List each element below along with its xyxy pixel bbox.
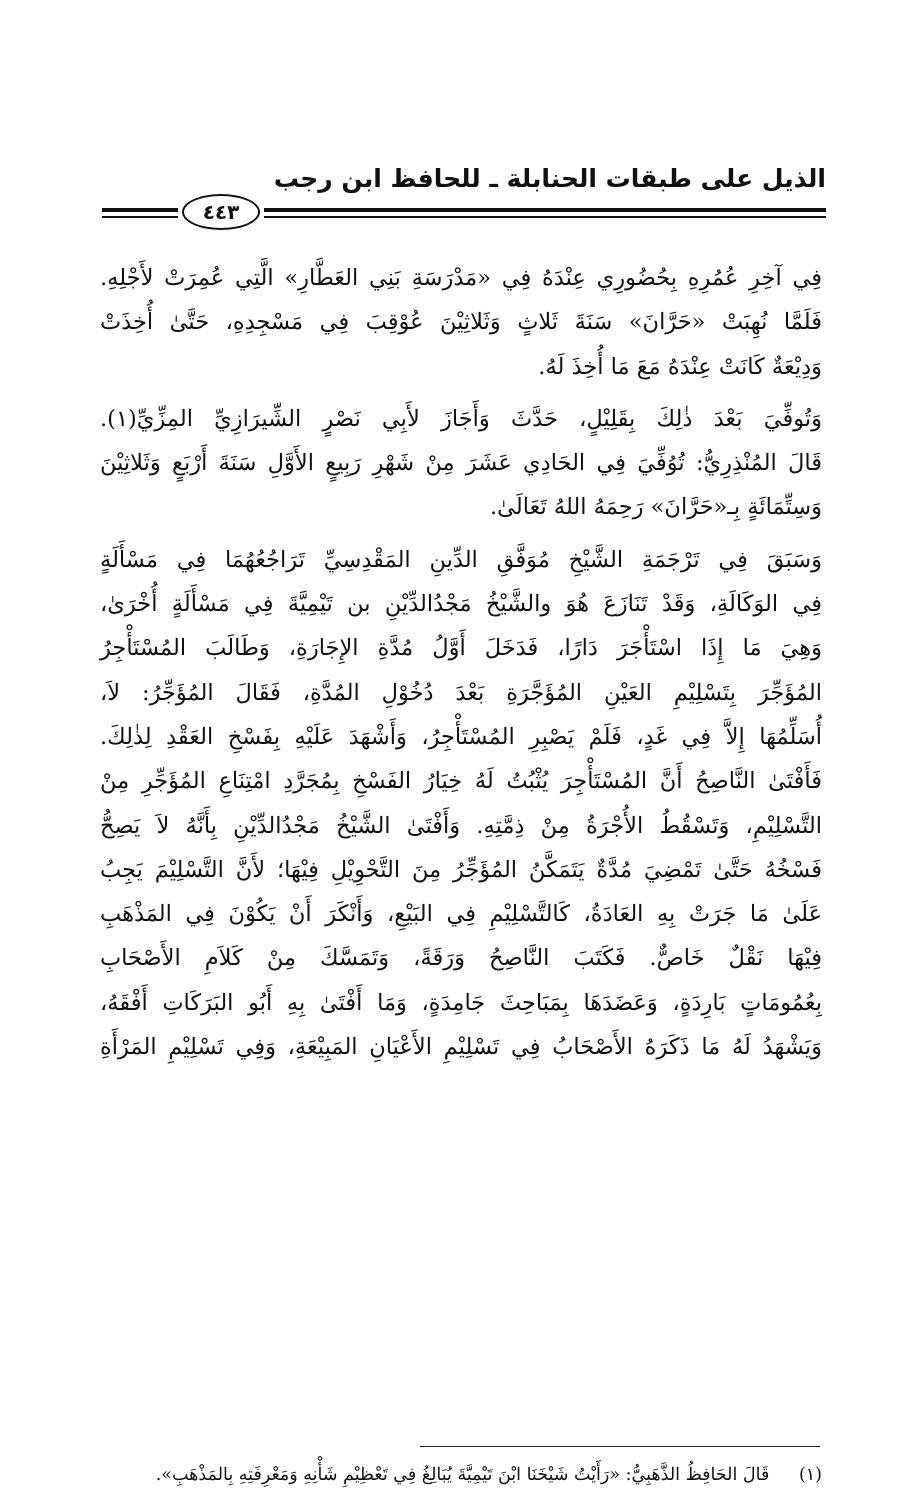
header-rule-right-thin [264, 216, 826, 218]
header-rule-left-thin [102, 216, 178, 218]
text-line: فَسْخُهُ حَتَّىٰ تَمْضِيَ مُدَّةٌ يَتَمَكَّنُ المُؤَجِّرُ مِنَ التَّحْوِيْلِ فِيْهَا؛ لأَنَّ التَّسْلِيْمَ يَجِبُ [100, 856, 822, 883]
paragraph-gap [100, 389, 822, 397]
running-title: الذيل على طبقات الحنابلة ـ للحافظ ابن رجب [273, 164, 826, 193]
text-line: وَسِتِّمَائَةٍ بِـ«حَرَّانَ» رَحِمَهُ اللهُ تَعَالَىٰ. [490, 494, 822, 521]
text-line: المُؤَجِّرَ بِتَسْلِيْمِ العَيْنِ المُؤَجَّرَةِ بَعْدَ دُخُوْلِ المُدَّةِ، فَقَالَ المُؤَجِّرُ: لاَ، [100, 679, 822, 706]
page-number: ٤٤٣ [182, 194, 260, 230]
text-line: وَيَشْهَدُ لَهُ مَا ذَكَرَهُ الأَصْحَابُ فِي تَسْلِيْمِ الأَعْيَانِ المَبِيْعَةِ، وَفِي تَسْلِيْمِ المَرْأَةِ [100, 1034, 822, 1061]
text-line: أُسَلِّمُهَا إِلاَّ فِي غَدٍ، فَلَمْ يَصْبِرِ المُسْتَأْجِرُ، وَأَشْهَدَ عَلَيْهِ بِفَسْخِ العَقْدِ لِذٰلِكَ. [100, 723, 822, 750]
footnote-separator [420, 1446, 820, 1447]
text-line: فَلَمَّا نُهِبَتْ «حَرَّانَ» سَنَةَ ثَلاثٍ وَثَلاثِيْنَ عُوْقِبَ فِي مَسْجِدِهِ، حَتَّىٰ أُخِذَتْ [100, 309, 822, 336]
text-line: بِعُمُومَاتٍ بَارِدَةٍ، وَعَضَدَهَا بِمَبَاحِثَ جَامِدَةٍ، وَمَا أَفْتَىٰ بِهِ أَبُو البَرَكَاتِ أَفْقَهُ، [100, 989, 822, 1016]
text-line: وَسَبَقَ فِي تَرْجَمَةِ الشَّيْخِ مُوَفَّقِ الدِّينِ المَقْدِسِيِّ تَرَاجُعُهُمَا فِي مَسْأَلَةٍ [100, 546, 822, 573]
paragraph-gap [100, 530, 822, 538]
footnote-text: قَالَ الحَافِظُ الذَّهَبِيُّ: «رَأَيْتُ شَيْخَنَا ابْنَ تَيْمِيَّةَ يُبَالِغُ فِي تَعْظِيْمِ شَأْنِهِ وَمَعْرِفَتِهِ بِالمَذْهَبِ». [155, 1465, 770, 1485]
text-line: فِي آخِرِ عُمُرِهِ بِحُضُورِي عِنْدَهُ فِي «مَدْرَسَةِ بَنِي العَطَّارِ» الَّتِي عُمِرَتْ لأَجْلِهِ. [100, 265, 822, 291]
text-line: وَدِيْعَةٌ كَانَتْ عِنْدَهُ مَعَ مَا أُخِذَ لَهُ. [538, 353, 822, 380]
text-line: فَأَفْتَىٰ النَّاصِحُ أَنَّ المُسْتَأْجِرَ يُثْبُتُ لَهُ خِيَارُ الفَسْخِ بِمُجَرَّدِ امْتِنَاعِ المُؤَجِّرِ مِنْ [100, 768, 822, 795]
text-line: قَالَ المُنْذِرِيُّ: تُوُفِّيَ فِي الحَادِي عَشَرَ مِنْ شَهْرِ رَبِيعٍ الأَوَّلِ سَنَةَ أَرْبَعٍ وَثَلاثِيْنَ [100, 450, 822, 477]
main-text [100, 256, 822, 1069]
text-line: عَلَىٰ مَا جَرَتْ بِهِ العَادَةُ، كَالتَّسْلِيْمِ فِي البَيْعِ، وَأَنْكَرَ أَنْ يَكُوْنَ فِي المَذْهَبِ [100, 901, 822, 928]
text-line: وَتُوفِّيَ بَعْدَ ذٰلِكَ بِقَلِيْلٍ، حَدَّثَ وَأَجَازَ لأَبِي نَصْرٍ الشِّيرَازِيِّ المِزِّيِّ(١). [100, 405, 822, 432]
page-header [96, 162, 826, 232]
text-line: فِيْهَا نَقْلٌ خَاصٌّ. فَكَتَبَ النَّاصِحُ وَرَقَةً، وَتَمَسَّكَ مِنْ كَلاَمِ الأَصْحَابِ [100, 945, 822, 972]
header-rule-left [102, 208, 178, 212]
text-line: وَهِيَ مَا إِذَا اسْتَأْجَرَ دَارًا، فَدَخَلَ أَوَّلُ مُدَّةِ الإِجَارَةِ، وَطَالَبَ المُسْتَأْجِرُ [100, 635, 823, 662]
text-line: فِي الوَكَالَةِ، وَقَدْ تَنَازَعَ هُوَ والشَّيْخُ مَجْدُالدِّيْنِ بن تَيْمِيَّةَ فِي مَسْأَلَةٍ أُخْرَىٰ، [100, 591, 822, 618]
header-rule-right [264, 208, 826, 212]
text-line: التَّسْلِيْمِ، وَتَسْقُطُ الأُجْرَةُ مِنْ ذِمَّتِهِ. وَأَفْتَىٰ الشَّيْخُ مَجْدُالدِّيْنِ بِأَنَّهُ لاَ يَصِحُّ [100, 812, 822, 839]
footnote-marker: (١) [798, 1465, 822, 1485]
footnote [100, 1462, 822, 1488]
